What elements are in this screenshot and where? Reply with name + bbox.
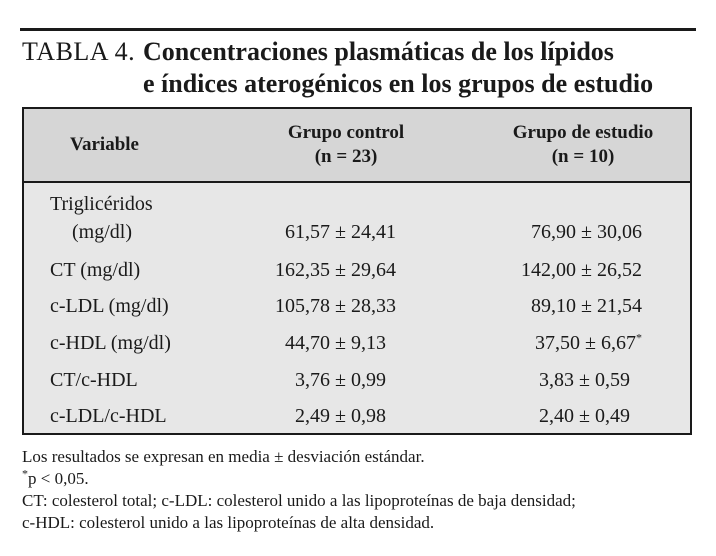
row-0-control: 61,57 ± 24,41	[285, 221, 396, 243]
table-header	[24, 109, 690, 183]
row-0-study: 76,90 ± 30,06	[531, 221, 642, 243]
row-4-variable: CT/c-HDL	[50, 369, 138, 391]
row-3-study: 37,50 ± 6,67	[535, 332, 636, 354]
row-0-variable-line2: (mg/dl)	[72, 221, 132, 243]
row-2-control: 105,78 ± 28,33	[275, 295, 396, 317]
note-mark: *	[22, 466, 28, 481]
row-0-variable-line1: Triglicéridos	[50, 193, 153, 215]
header-control-line2: (n = 23)	[314, 146, 378, 167]
header-study-line2: (n = 10)	[551, 146, 615, 167]
table-title-line1: Concentraciones plasmáticas de los lípidos	[143, 37, 614, 66]
row-5-study: 2,40 ± 0,49	[539, 405, 630, 427]
row-5-variable: c-LDL/c-HDL	[50, 405, 167, 427]
row-5-control: 2,49 ± 0,98	[295, 405, 386, 427]
table-label: TABLA 4.	[22, 37, 136, 66]
row-1-variable: CT (mg/dl)	[50, 259, 141, 281]
row-2-variable: c-LDL (mg/dl)	[50, 295, 169, 317]
header-variable: Variable	[70, 134, 139, 155]
significance-mark: *	[636, 330, 642, 345]
table-title-line2: e índices aterogénicos en los grupos de estudio	[143, 69, 654, 98]
header-study	[480, 121, 686, 169]
table-notes	[22, 446, 712, 534]
note-line2	[22, 468, 712, 490]
table-title	[143, 36, 653, 100]
header-study-line1: Grupo de estudio	[512, 122, 654, 143]
row-3-study-cell	[535, 330, 642, 356]
row-4-control: 3,76 ± 0,99	[295, 369, 386, 391]
note-line1: Los resultados se expresan en media ± desviación estándar.	[22, 447, 425, 466]
row-3-control: 44,70 ± 9,13	[285, 332, 386, 354]
note-line2-text: p < 0,05.	[28, 469, 89, 488]
top-rule	[20, 28, 696, 31]
header-control-line1: Grupo control	[287, 122, 405, 143]
note-line4: c-HDL: colesterol unido a las lipoproteínas de alta densidad.	[22, 513, 435, 532]
row-2-study: 89,10 ± 21,54	[531, 295, 642, 317]
row-4-study: 3,83 ± 0,59	[539, 369, 630, 391]
row-1-control: 162,35 ± 29,64	[275, 259, 396, 281]
header-control	[246, 121, 446, 169]
data-table	[22, 107, 692, 435]
note-line3: CT: colesterol total; c-LDL: colesterol unido a las lipoproteínas de baja densidad;	[22, 491, 576, 510]
row-3-variable: c-HDL (mg/dl)	[50, 332, 171, 354]
row-1-study: 142,00 ± 26,52	[521, 259, 642, 281]
